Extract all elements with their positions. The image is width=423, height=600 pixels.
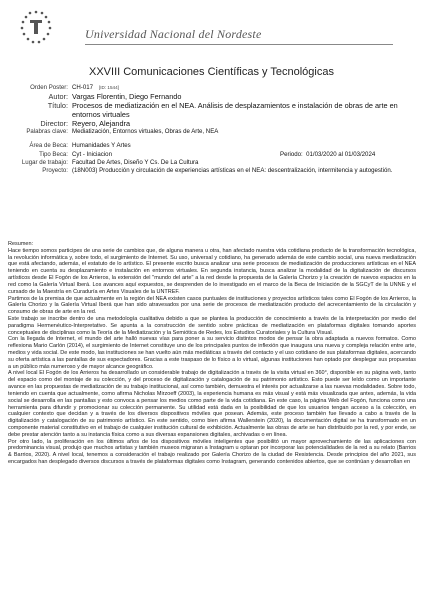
- periodo: [280, 151, 375, 159]
- palabras-row: [10, 128, 415, 136]
- lugar-value: Facultad De Artes, Diseño Y Cs. De La Cultura: [72, 158, 199, 166]
- resumen-paragraph-5: A nivel local El Fogón de los Arrieros ha desarrollado un considerable trabajo de digitalización a través de la visita virtual en 360°, disponible en su página web, tanto del espacio como del montaje de su colección, y del proceso de digitalización y catalogación de su patrimonio artístico. Esto puede ser leído como un importante avance en las propuestas de mediatización de su trabajo institucional, así como también, demuestra el interés por actualizarse a las nuevas modalidades. Sobre todo, teniendo en cuenta que actualmente, como afirma Nicholas Mirzoeff (2003), la experiencia humana es más visual y está más visualizada que antes, además, la vida social se desarrolla en las pantallas y esto convoca a pensar los medios como parte de la vida cotidiana. En este caso, la página Web del Fogón, funciona como una herramienta para difundir y promocionar su colección permanente. Su utilidad está dada en la posibilidad de que los usuarios tengan acceso a la colección, en cualquier contexto que decidan y a través de los diversos dispositivos móviles que posean. Además, este proceso también fue llevado a cabo a través de la digitalización y catalogación de su patrimonio artístico. En este sentido, como bien afirma Wallerstein (2020), la documentación digital se ha transformado en un componente material constitutivo en el trabajo de cualquier institución cultural de exhibición. Actualmente las obras de arte se han distribuido por la red, y por ende, se debe prestar atención tanto a su instancia física como a sus diversas expansiones digitales, archivadas o en línea.: [8, 370, 416, 438]
- tipo-value: Cyt - Iniciacion: [72, 150, 112, 158]
- director-row: [10, 119, 415, 128]
- autor-label: Autor:: [48, 92, 68, 102]
- orden-label: Orden Poster:: [30, 84, 68, 91]
- orden-row: [10, 84, 415, 92]
- periodo-label: Periodo:: [280, 150, 303, 158]
- orden-value: CH-017: [72, 84, 93, 91]
- proyecto-row: [10, 167, 415, 175]
- university-name: Universidad Nacional del Nordeste: [85, 27, 262, 41]
- event-title: XXVIII Comunicaciones Científicas y Tecnológicas: [89, 66, 334, 78]
- orden-id: [ID: 1544]: [99, 85, 119, 90]
- area-value: Humanidades Y Artes: [72, 142, 131, 150]
- palabras-value: Mediatización, Entornos virtuales, Obras de Arte, NEA: [72, 128, 219, 136]
- lugar-row: [10, 159, 415, 167]
- tipo-row: [10, 151, 415, 159]
- tipo-label: Tipo Beca:: [39, 150, 68, 158]
- area-label: Área de Beca:: [29, 142, 68, 150]
- lugar-label: Lugar de trabajo:: [21, 158, 68, 166]
- resumen-paragraph-6: Por otro lado, la proliferación en los últimos años de los dispositivos móviles inteligentes que posibilitó un mayor aprovechamiento de las aplicaciones con predominancia visual, produjo que muchos artistas y también museos migraran a Instagram u optaran por incorporar las potencialidades de la red a su relato (Barrios & Barrios, 2020). A nivel local, tenemos a consideración el trabajo realizado por Galería Chorizo de la ciudad de Resistencia. Desde principios del año 2021, sus encargados han desplegado diversos discursos a través de plataformas digitales como Instagram, generando contenidos abiertos, que se continúan y desarrollan en: [8, 438, 416, 465]
- poster-metadata: [10, 84, 415, 175]
- resumen-paragraph-4: Con la llegada de Internet, el mundo del arte halló nuevas vías para poner a su servicio distintos modos de pensar la obra adaptada a nuevos formatos. Como reflexiona Mario Carlón (2014), el surgimiento de Internet constituye uno de los principales puntos de inflexión que inaugura una nueva y compleja relación entre arte, medios y vida social. De este modo, las instituciones se han vuelto aún más mediáticas a través del contacto y el uso cotidiano de sus plataformas digitales, acercando su oferta artística a las pantallas de sus espectadores. Gracias a este traspaso de lo físico a lo virtual, algunas instituciones han optado por desplegar sus propuestas a un público más numeroso y de mayor alcance geográfico.: [8, 336, 416, 370]
- autor-value: Vargas Florentin, Diego Fernando: [72, 92, 182, 102]
- resumen-paragraph-2: Partimos de la premisa de que actualmente en la región del NEA existen casos puntuales de instituciones y proyectos artísticos tales como El Fogón de los Arrieros, la Galería Chorizo y la Galería Virtual Iberá que han sido atravesados por una serie de procesos de mediatización producto del acrecentamiento de la circulación y consumo de obras de arte en la red.: [8, 295, 416, 316]
- titulo-label: Título:: [47, 101, 68, 111]
- autor-row: [10, 92, 415, 101]
- header-divider: [85, 44, 393, 45]
- palabras-label: Palabras clave:: [26, 128, 68, 136]
- resumen-paragraph-3: Este trabajo se inscribe dentro de una metodología cualitativa debido a que se plantea la producción de conocimiento a través de la interpretación por medio del paradigma Hermenéutico-Interpretativo. Se apunta a la construcción de sentido sobre prácticas de mediatización en plataformas digitales tomando aportes conceptuales de disciplinas como la Teoría de la Mediatización y la Semiótica de Redes, los Estudios Curatoriales y la Cultura Visual.: [8, 315, 416, 336]
- director-value: Reyero, Alejandra: [72, 119, 131, 129]
- proyecto-label: Proyecto:: [42, 167, 68, 175]
- titulo-value: Procesos de mediatización en el NEA. Análisis de desplazamientos e instalación de obras de arte en entornos virtuales: [72, 101, 398, 120]
- director-label: Director:: [40, 119, 68, 129]
- area-row: [10, 142, 415, 150]
- resumen-label: Resumen:: [8, 241, 34, 247]
- titulo-row: [10, 101, 415, 119]
- proyecto-value: (18N003) Producción y circulación de experiencias artísticas en el NEA: descentralización, intermitencia y autogestión.: [72, 167, 393, 175]
- periodo-value: 01/03/2020 al 01/03/2024: [306, 150, 376, 158]
- resumen-section: [8, 241, 416, 466]
- resumen-paragraph-1: Hace tiempo somos participes de una serie de cambios que, de alguna manera u otra, han afectado nuestra vida cotidiana producto de la transformación tecnológica, la revolución informática y, sobre todo, el surgimiento de Internet. Su uso, universal y cotidiano, ha generado además de este cambio social, una nueva mediatización que está afectando, además, el estatuto de lo artístico. El presente escrito busca analizar una serie procesos de mediatización de producciones artísticas en el NEA teniendo en cuenta su desplazamiento e instalación en entornos virtuales. En segunda instancia, busca analizar la modalidad de la digitalización de discursos artísticos desde El Fogón de los Arrieros, la extensión del "mundo del arte" a la red desde la propuesta de la Galería Chorizo y la creación de nuevos espacios en la red como la Galería Virtual Iberá. Los avances aquí expuestos, se desprenden de lo investigado en el marco de la Beca de Iniciación de la SGCyT de la UNNE y el cursado de la Maestría en Curaduría en Artes Visuales de la UNTREF.: [8, 247, 416, 295]
